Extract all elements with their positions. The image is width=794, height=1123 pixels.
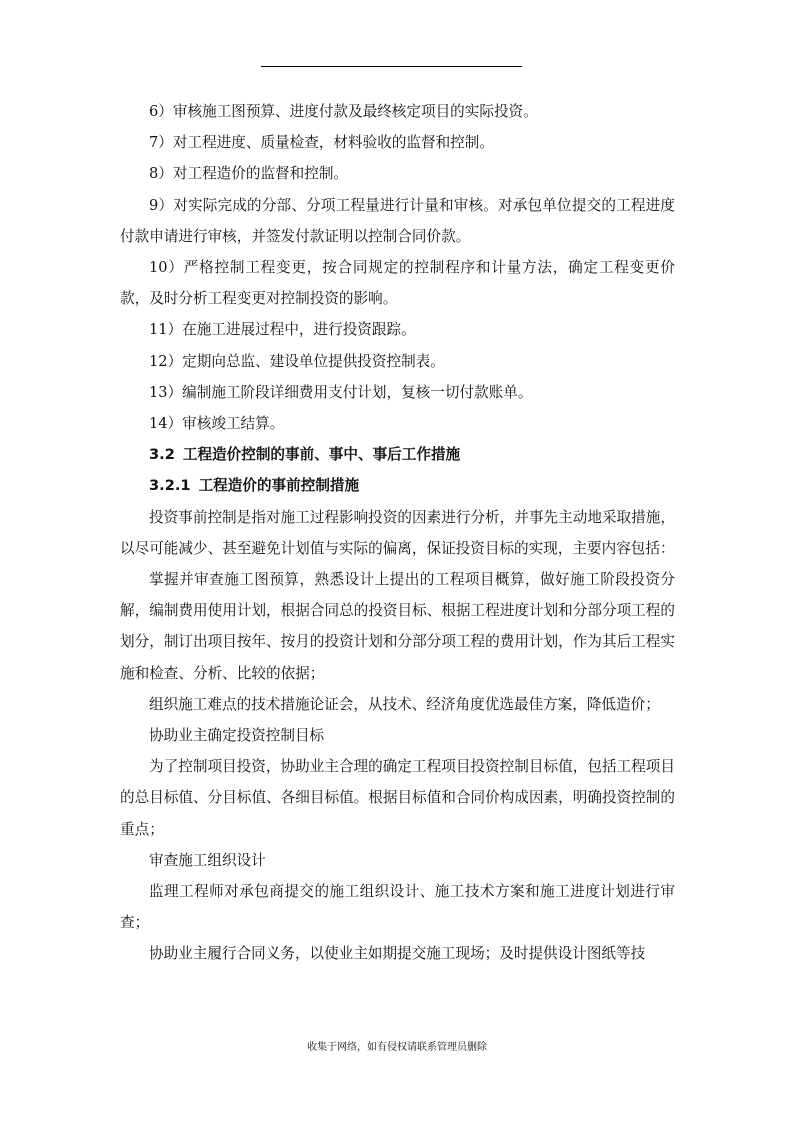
list-item: 13）编制施工阶段详细费用支付计划，复核一切付款账单。 — [149, 383, 533, 401]
section-title: 工程造价控制的事前、事中、事后工作措施 — [182, 446, 461, 464]
subsection-heading — [120, 470, 675, 501]
list-item: 9）对实际完成的分部、分项工程量进行计量和审核。对承包单位提交的工程进度付款申请进行审核，并签发付款证明以控制合同价款。 — [120, 196, 675, 245]
body-paragraph: 协助业主履行合同义务，以使业主如期提交施工现场；及时提供设计图纸等技 — [149, 945, 646, 963]
body-paragraph: 掌握并审查施工图预算，熟悉设计上提出的工程项目概算，做好施工阶段投资分解，编制费用使用计划，根据合同总的投资目标、根据工程进度计划和分部分项工程的划分，制订出项目按年、按月的投资计划和分部分项工程的费用计划，作为其后工程实施和检查、分析、比较的依据； — [120, 571, 675, 682]
body-paragraph: 协助业主确定投资控制目标 — [149, 727, 325, 745]
body-paragraph: 审查施工组织设计 — [149, 851, 266, 869]
page-content — [120, 96, 675, 970]
section-heading — [120, 439, 675, 470]
header-rule — [261, 66, 522, 67]
list-item: 7）对工程进度、质量检查，材料验收的监督和控制。 — [149, 134, 494, 152]
body-paragraph: 为了控制项目投资，协助业主合理的确定工程项目投资控制目标值，包括工程项目的总目标值、分目标值、各细目标值。根据目标值和合同价构成因素，明确投资控制的重点； — [120, 758, 675, 838]
body-paragraph: 组织施工难点的技术措施论证会，从技术、经济角度优选最佳方案，降低造价； — [149, 695, 660, 713]
list-item: 12）定期向总监、建设单位提供投资控制表。 — [149, 352, 445, 370]
list-item: 14）审核竣工结算。 — [149, 415, 285, 433]
list-item: 6）审核施工图预算、进度付款及最终核定项目的实际投资。 — [149, 103, 538, 120]
list-item: 10）严格控制工程变更，按合同规定的控制程序和计量方法，确定工程变更价款，及时分析工程变更对控制投资的影响。 — [120, 259, 675, 308]
subsection-title: 工程造价的事前控制措施 — [198, 477, 360, 495]
subsection-number: 3.2.1 — [149, 477, 191, 495]
body-paragraph: 投资事前控制是指对施工过程影响投资的因素进行分析，并事先主动地采取措施，以尽可能减少、甚至避免计划值与实际的偏离，保证投资目标的实现，主要内容包括： — [120, 508, 675, 557]
section-number: 3.2 — [149, 446, 175, 464]
list-item: 8）对工程造价的监督和控制。 — [149, 165, 349, 183]
list-item: 11）在施工进展过程中，进行投资跟踪。 — [149, 321, 416, 339]
page-footer: 收集于网络，如有侵权请联系管理员删除 — [307, 1042, 487, 1053]
body-paragraph: 监理工程师对承包商提交的施工组织设计、施工技术方案和施工进度计划进行审查； — [120, 883, 675, 932]
